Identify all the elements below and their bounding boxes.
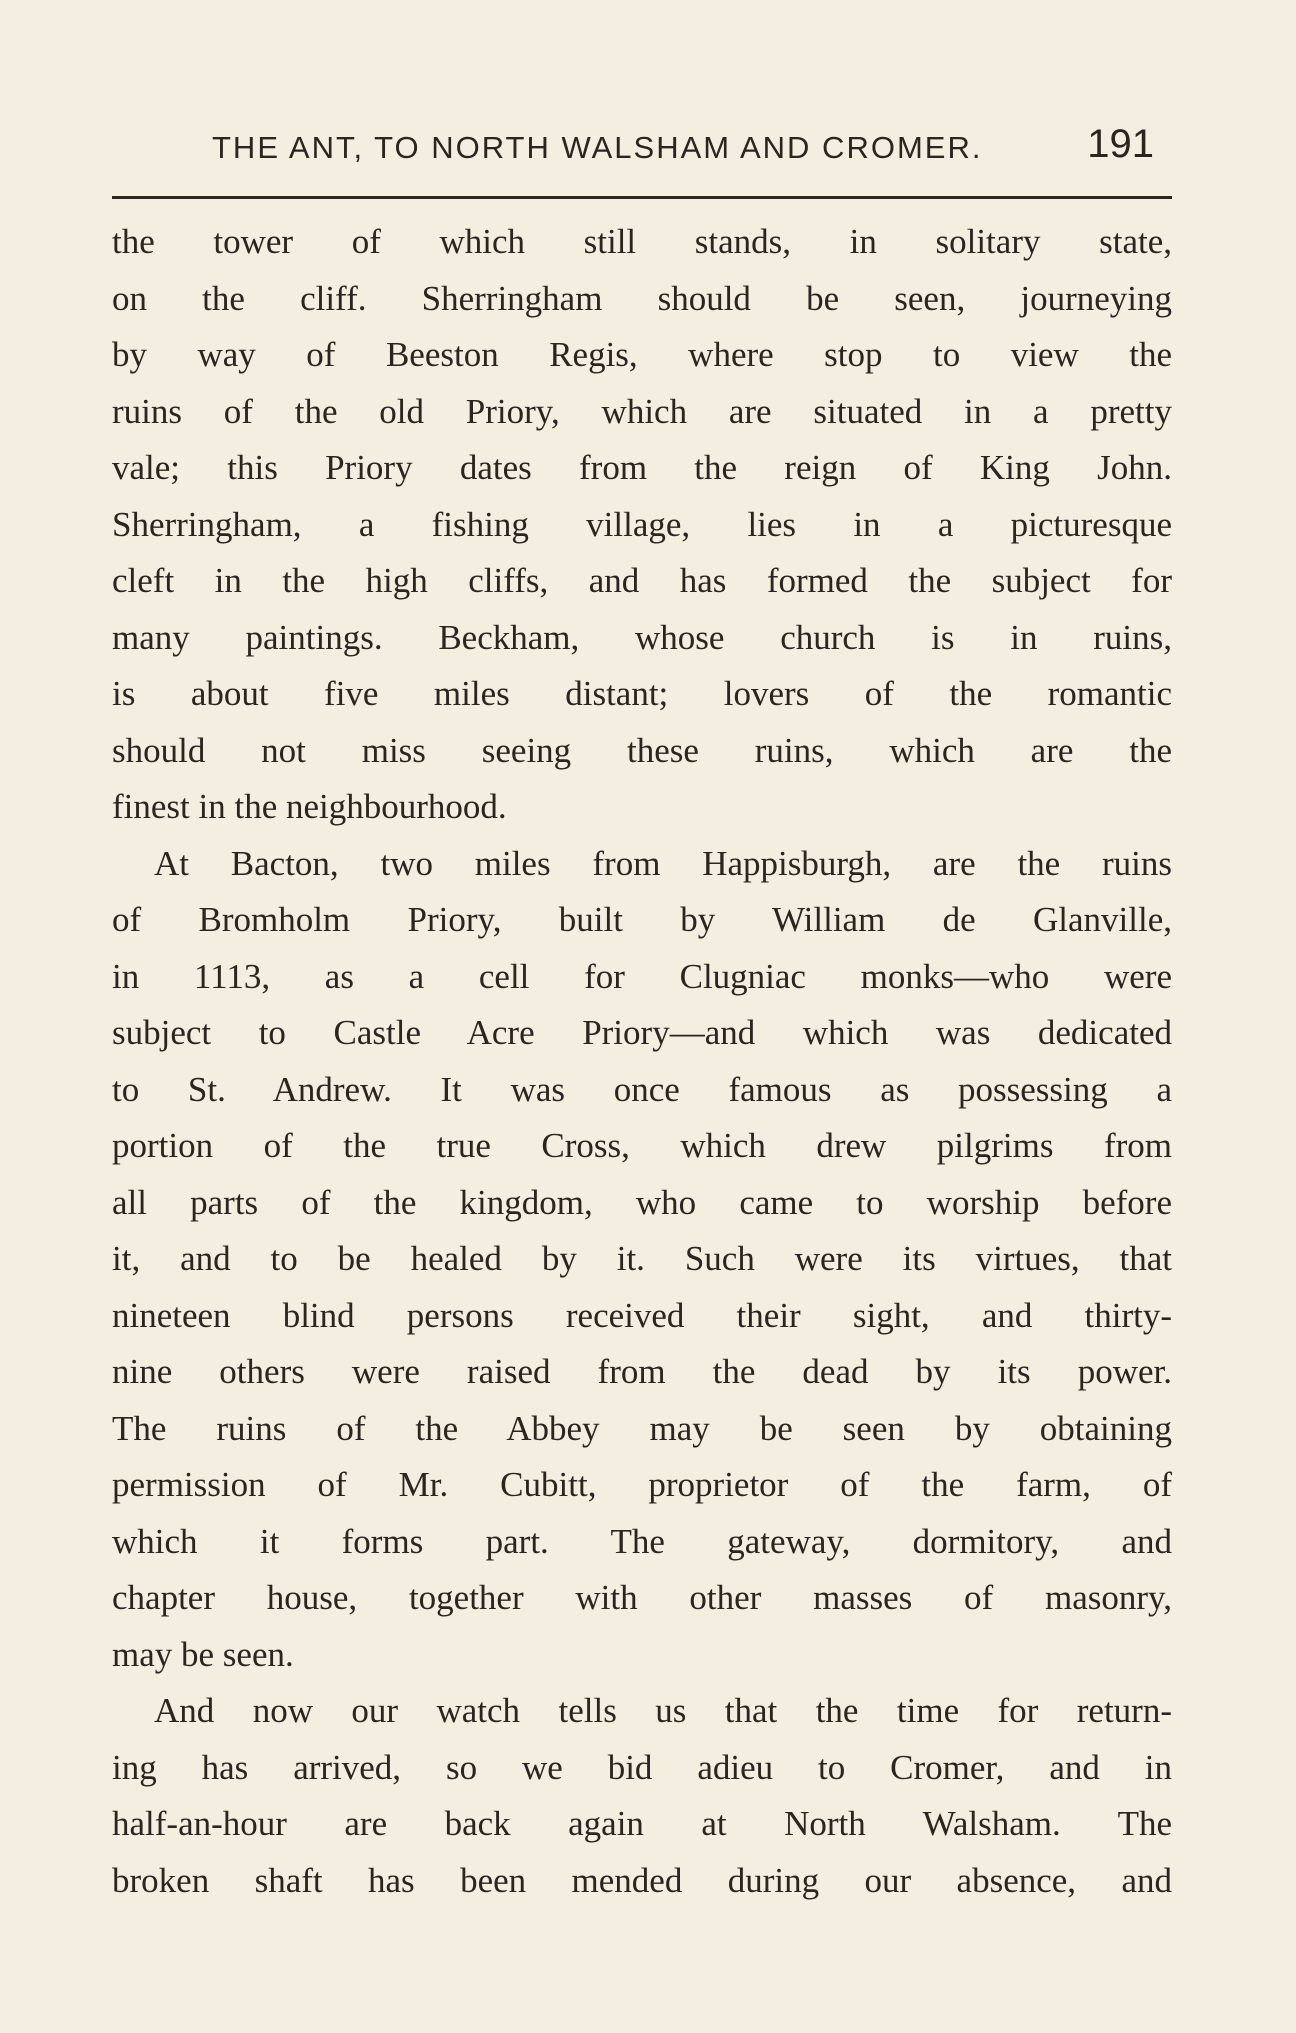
text-line: to St. Andrew. It was once famous as possessing a: [112, 1069, 1172, 1109]
text-line: half-an-hour are back again at North Walsham. The: [112, 1804, 1172, 1843]
body-text: [112, 214, 1172, 1909]
text-line: which it forms part. The gateway, dormitory, and: [112, 1521, 1172, 1561]
text-line: is about five miles distant; lovers of the romantic: [112, 674, 1172, 713]
text-line: broken shaft has been mended during our absence, and: [112, 1860, 1172, 1900]
text-line: on the cliff. Sherringham should be seen, journeying: [112, 278, 1172, 318]
text-line: it, and to be healed by it. Such were its virtues, that: [112, 1239, 1172, 1278]
running-title: THE ANT, TO NORTH WALSHAM AND CROMER.: [212, 130, 983, 165]
text-line: chapter house, together with other masses of masonry,: [112, 1578, 1172, 1617]
text-line: of Bromholm Priory, built by William de Glanville,: [112, 900, 1172, 939]
text-line: many paintings. Beckham, whose church is in ruins,: [112, 617, 1172, 657]
text-line: ruins of the old Priory, which are situated in a pretty: [112, 391, 1172, 431]
text-line: The ruins of the Abbey may be seen by obtaining: [112, 1408, 1172, 1448]
text-line: subject to Castle Acre Priory—and which was dedicated: [112, 1013, 1172, 1052]
text-line: nineteen blind persons received their sight, and thirty-: [112, 1295, 1172, 1335]
text-line: should not miss seeing these ruins, which are the: [112, 730, 1172, 770]
text-line-paragraph-start: And now our watch tells us that the time for return-: [154, 1691, 1172, 1730]
text-line: cleft in the high cliffs, and has formed the subject for: [112, 561, 1172, 600]
text-line: the tower of which still stands, in solitary state,: [112, 222, 1172, 261]
text-line: by way of Beeston Regis, where stop to view the: [112, 335, 1172, 374]
text-line: all parts of the kingdom, who came to worship before: [112, 1182, 1172, 1222]
text-line: in 1113, as a cell for Clugniac monks—who were: [112, 956, 1172, 996]
text-line: nine others were raised from the dead by its power.: [112, 1352, 1172, 1391]
page-header: [112, 122, 1172, 172]
text-line: permission of Mr. Cubitt, proprietor of the farm, of: [112, 1465, 1172, 1504]
page-number: 191: [1087, 122, 1154, 166]
text-line-paragraph-end: finest in the neighbourhood.: [112, 787, 507, 826]
text-line-paragraph-start: At Bacton, two miles from Happisburgh, are the ruins: [154, 843, 1172, 883]
text-line: vale; this Priory dates from the reign of King John.: [112, 448, 1172, 487]
header-rule: [112, 196, 1172, 199]
text-line-paragraph-end: may be seen.: [112, 1634, 294, 1674]
text-line: ing has arrived, so we bid adieu to Cromer, and in: [112, 1747, 1172, 1787]
text-line: portion of the true Cross, which drew pilgrims from: [112, 1126, 1172, 1165]
text-line: Sherringham, a fishing village, lies in a picturesque: [112, 504, 1172, 544]
